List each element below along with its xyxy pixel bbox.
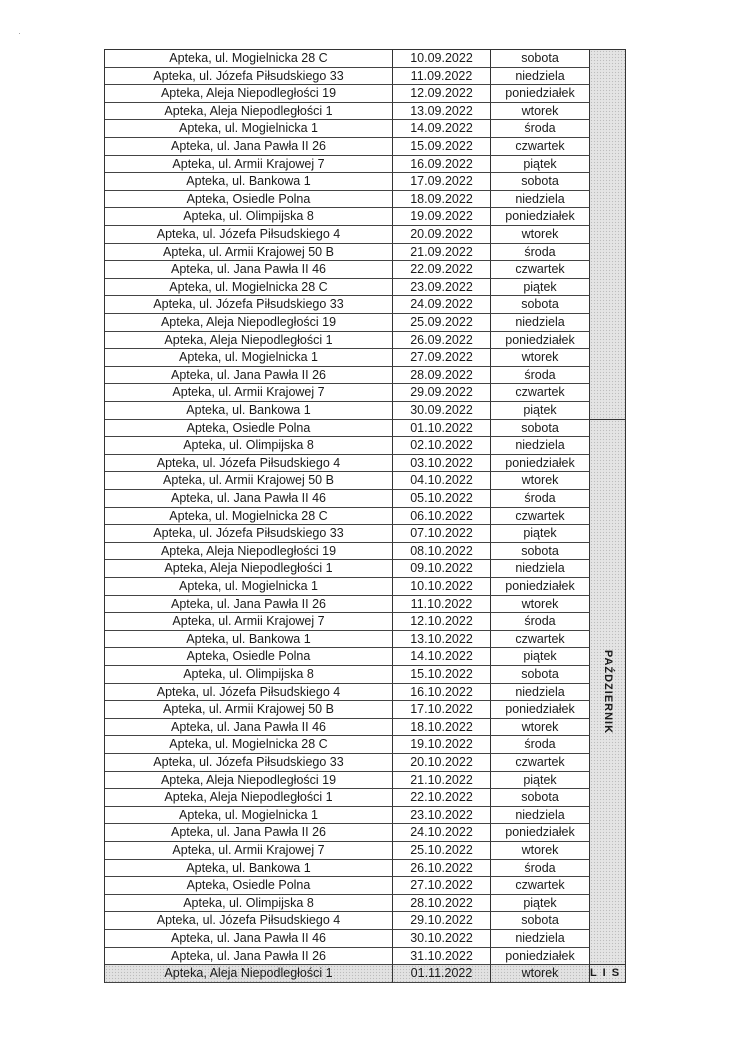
weekday-cell: czwartek [491, 261, 590, 279]
weekday-cell: poniedziałek [491, 455, 590, 473]
scan-speck: · [18, 28, 21, 38]
date-cell: 15.09.2022 [393, 138, 491, 156]
date-cell: 12.10.2022 [393, 613, 491, 631]
date-cell: 12.09.2022 [393, 85, 491, 103]
weekday-cell: wtorek [491, 965, 590, 983]
date-cell: 27.09.2022 [393, 349, 491, 367]
date-cell: 28.10.2022 [393, 895, 491, 913]
weekday-cell: środa [491, 860, 590, 878]
weekday-cell: środa [491, 613, 590, 631]
date-cell: 01.11.2022 [393, 965, 491, 983]
weekday-cell: poniedziałek [491, 85, 590, 103]
pharmacy-name-cell: Apteka, ul. Józefa Piłsudskiego 4 [105, 226, 393, 244]
weekday-cell: piątek [491, 895, 590, 913]
weekday-cell: niedziela [491, 437, 590, 455]
weekday-cell: niedziela [491, 560, 590, 578]
weekday-cell: środa [491, 736, 590, 754]
date-cell: 19.09.2022 [393, 208, 491, 226]
pharmacy-name-cell: Apteka, ul. Armii Krajowej 7 [105, 156, 393, 174]
weekday-cell: piątek [491, 525, 590, 543]
pharmacy-name-cell: Apteka, Osiedle Polna [105, 877, 393, 895]
date-cell: 23.09.2022 [393, 279, 491, 297]
pharmacy-name-cell: Apteka, Osiedle Polna [105, 191, 393, 209]
pharmacy-name-cell: Apteka, ul. Mogielnicka 1 [105, 120, 393, 138]
date-cell: 24.09.2022 [393, 296, 491, 314]
pharmacy-name-cell: Apteka, ul. Józefa Piłsudskiego 33 [105, 68, 393, 86]
pharmacy-name-cell: Apteka, ul. Józefa Piłsudskiego 33 [105, 525, 393, 543]
pharmacy-name-cell: Apteka, ul. Józefa Piłsudskiego 33 [105, 296, 393, 314]
date-cell: 22.09.2022 [393, 261, 491, 279]
weekday-cell: piątek [491, 402, 590, 420]
weekday-cell: niedziela [491, 807, 590, 825]
pharmacy-name-cell: Apteka, ul. Olimpijska 8 [105, 895, 393, 913]
date-cell: 30.09.2022 [393, 402, 491, 420]
weekday-cell: czwartek [491, 508, 590, 526]
date-cell: 17.10.2022 [393, 701, 491, 719]
pharmacy-name-cell: Apteka, ul. Armii Krajowej 50 B [105, 472, 393, 490]
duty-schedule-table [104, 49, 626, 983]
pharmacy-name-cell: Apteka, ul. Józefa Piłsudskiego 4 [105, 912, 393, 930]
weekday-cell: wtorek [491, 472, 590, 490]
weekday-cell: sobota [491, 173, 590, 191]
pharmacy-name-cell: Apteka, ul. Jana Pawła II 46 [105, 719, 393, 737]
pharmacy-name-cell: Apteka, ul. Mogielnicka 1 [105, 807, 393, 825]
weekday-cell: sobota [491, 50, 590, 68]
weekday-cell: poniedziałek [491, 332, 590, 350]
weekday-cell: poniedziałek [491, 208, 590, 226]
weekday-cell: sobota [491, 420, 590, 438]
pharmacy-name-cell: Apteka, Osiedle Polna [105, 648, 393, 666]
weekday-cell: sobota [491, 789, 590, 807]
weekday-cell: poniedziałek [491, 701, 590, 719]
pharmacy-name-cell: Apteka, Aleja Niepodległości 19 [105, 772, 393, 790]
weekday-cell: poniedziałek [491, 824, 590, 842]
pharmacy-name-cell: Apteka, ul. Mogielnicka 1 [105, 349, 393, 367]
pharmacy-name-cell: Apteka, Aleja Niepodległości 1 [105, 789, 393, 807]
pharmacy-name-cell: Apteka, ul. Jana Pawła II 46 [105, 930, 393, 948]
date-cell: 10.09.2022 [393, 50, 491, 68]
weekday-cell: wtorek [491, 349, 590, 367]
date-cell: 23.10.2022 [393, 807, 491, 825]
date-cell: 13.09.2022 [393, 103, 491, 121]
date-cell: 11.09.2022 [393, 68, 491, 86]
month-october-label: PAŹDZIERNIK [601, 649, 614, 734]
date-cell: 07.10.2022 [393, 525, 491, 543]
weekday-cell: środa [491, 120, 590, 138]
month-september-cell [590, 50, 626, 420]
date-cell: 02.10.2022 [393, 437, 491, 455]
weekday-cell: sobota [491, 666, 590, 684]
pharmacy-name-cell: Apteka, ul. Mogielnicka 28 C [105, 279, 393, 297]
pharmacy-name-cell: Apteka, ul. Mogielnicka 28 C [105, 50, 393, 68]
date-cell: 09.10.2022 [393, 560, 491, 578]
pharmacy-name-cell: Apteka, ul. Armii Krajowej 7 [105, 384, 393, 402]
date-cell: 13.10.2022 [393, 631, 491, 649]
date-cell: 20.10.2022 [393, 754, 491, 772]
weekday-cell: sobota [491, 543, 590, 561]
weekday-cell: niedziela [491, 68, 590, 86]
date-cell: 29.09.2022 [393, 384, 491, 402]
weekday-cell: środa [491, 367, 590, 385]
weekday-cell: czwartek [491, 754, 590, 772]
pharmacy-name-cell: Apteka, Osiedle Polna [105, 420, 393, 438]
pharmacy-name-cell: Apteka, ul. Józefa Piłsudskiego 33 [105, 754, 393, 772]
date-cell: 14.10.2022 [393, 648, 491, 666]
pharmacy-name-cell: Apteka, ul. Bankowa 1 [105, 173, 393, 191]
pharmacy-name-cell: Apteka, ul. Bankowa 1 [105, 860, 393, 878]
date-cell: 16.10.2022 [393, 684, 491, 702]
pharmacy-name-cell: Apteka, ul. Olimpijska 8 [105, 666, 393, 684]
pharmacy-name-cell: Apteka, Aleja Niepodległości 1 [105, 965, 393, 983]
pharmacy-name-cell: Apteka, ul. Józefa Piłsudskiego 4 [105, 684, 393, 702]
date-cell: 08.10.2022 [393, 543, 491, 561]
pharmacy-name-cell: Apteka, ul. Jana Pawła II 46 [105, 490, 393, 508]
date-cell: 25.09.2022 [393, 314, 491, 332]
date-cell: 16.09.2022 [393, 156, 491, 174]
pharmacy-name-cell: Apteka, Aleja Niepodległości 1 [105, 103, 393, 121]
date-cell: 21.10.2022 [393, 772, 491, 790]
weekday-cell: sobota [491, 296, 590, 314]
pharmacy-name-cell: Apteka, Aleja Niepodległości 19 [105, 543, 393, 561]
pharmacy-name-cell: Apteka, ul. Armii Krajowej 7 [105, 613, 393, 631]
date-cell: 22.10.2022 [393, 789, 491, 807]
date-cell: 10.10.2022 [393, 578, 491, 596]
weekday-cell: piątek [491, 648, 590, 666]
pharmacy-name-cell: Apteka, ul. Mogielnicka 28 C [105, 508, 393, 526]
date-cell: 01.10.2022 [393, 420, 491, 438]
date-cell: 19.10.2022 [393, 736, 491, 754]
date-cell: 24.10.2022 [393, 824, 491, 842]
pharmacy-name-cell: Apteka, ul. Bankowa 1 [105, 402, 393, 420]
pharmacy-name-cell: Apteka, ul. Olimpijska 8 [105, 208, 393, 226]
date-cell: 18.10.2022 [393, 719, 491, 737]
pharmacy-name-cell: Apteka, ul. Jana Pawła II 26 [105, 948, 393, 966]
weekday-cell: niedziela [491, 191, 590, 209]
weekday-cell: niedziela [491, 314, 590, 332]
weekday-cell: wtorek [491, 719, 590, 737]
pharmacy-name-cell: Apteka, ul. Józefa Piłsudskiego 4 [105, 455, 393, 473]
pharmacy-name-cell: Apteka, ul. Jana Pawła II 26 [105, 824, 393, 842]
pharmacy-name-cell: Apteka, ul. Jana Pawła II 26 [105, 138, 393, 156]
weekday-cell: piątek [491, 156, 590, 174]
pharmacy-name-cell: Apteka, ul. Jana Pawła II 26 [105, 596, 393, 614]
pharmacy-name-cell: Apteka, ul. Armii Krajowej 50 B [105, 701, 393, 719]
pharmacy-name-cell: Apteka, ul. Bankowa 1 [105, 631, 393, 649]
weekday-cell: poniedziałek [491, 578, 590, 596]
date-cell: 21.09.2022 [393, 244, 491, 262]
date-cell: 27.10.2022 [393, 877, 491, 895]
pharmacy-name-cell: Apteka, Aleja Niepodległości 19 [105, 314, 393, 332]
weekday-cell: wtorek [491, 103, 590, 121]
weekday-cell: niedziela [491, 930, 590, 948]
date-cell: 11.10.2022 [393, 596, 491, 614]
pharmacy-name-cell: Apteka, ul. Mogielnicka 28 C [105, 736, 393, 754]
date-cell: 26.09.2022 [393, 332, 491, 350]
weekday-cell: wtorek [491, 226, 590, 244]
date-cell: 28.09.2022 [393, 367, 491, 385]
weekday-cell: piątek [491, 772, 590, 790]
date-cell: 14.09.2022 [393, 120, 491, 138]
date-cell: 30.10.2022 [393, 930, 491, 948]
month-november-cell [590, 965, 626, 983]
date-cell: 18.09.2022 [393, 191, 491, 209]
weekday-cell: czwartek [491, 384, 590, 402]
weekday-cell: czwartek [491, 877, 590, 895]
date-cell: 17.09.2022 [393, 173, 491, 191]
weekday-cell: piątek [491, 279, 590, 297]
weekday-cell: wtorek [491, 596, 590, 614]
date-cell: 20.09.2022 [393, 226, 491, 244]
weekday-cell: środa [491, 244, 590, 262]
pharmacy-name-cell: Apteka, ul. Jana Pawła II 26 [105, 367, 393, 385]
month-october-cell [590, 420, 626, 966]
pharmacy-name-cell: Apteka, Aleja Niepodległości 19 [105, 85, 393, 103]
pharmacy-name-cell: Apteka, ul. Jana Pawła II 46 [105, 261, 393, 279]
pharmacy-name-cell: Apteka, ul. Olimpijska 8 [105, 437, 393, 455]
weekday-cell: czwartek [491, 138, 590, 156]
weekday-cell: czwartek [491, 631, 590, 649]
date-cell: 29.10.2022 [393, 912, 491, 930]
pharmacy-name-cell: Apteka, ul. Armii Krajowej 7 [105, 842, 393, 860]
date-cell: 04.10.2022 [393, 472, 491, 490]
pharmacy-name-cell: Apteka, Aleja Niepodległości 1 [105, 560, 393, 578]
date-cell: 15.10.2022 [393, 666, 491, 684]
weekday-cell: wtorek [491, 842, 590, 860]
weekday-cell: poniedziałek [491, 948, 590, 966]
pharmacy-name-cell: Apteka, ul. Armii Krajowej 50 B [105, 244, 393, 262]
date-cell: 06.10.2022 [393, 508, 491, 526]
weekday-cell: niedziela [491, 684, 590, 702]
date-cell: 26.10.2022 [393, 860, 491, 878]
pharmacy-name-cell: Apteka, Aleja Niepodległości 1 [105, 332, 393, 350]
date-cell: 25.10.2022 [393, 842, 491, 860]
weekday-cell: sobota [491, 912, 590, 930]
pharmacy-name-cell: Apteka, ul. Mogielnicka 1 [105, 578, 393, 596]
date-cell: 31.10.2022 [393, 948, 491, 966]
month-november-label: LIS [589, 967, 626, 980]
weekday-cell: środa [491, 490, 590, 508]
date-cell: 03.10.2022 [393, 455, 491, 473]
date-cell: 05.10.2022 [393, 490, 491, 508]
